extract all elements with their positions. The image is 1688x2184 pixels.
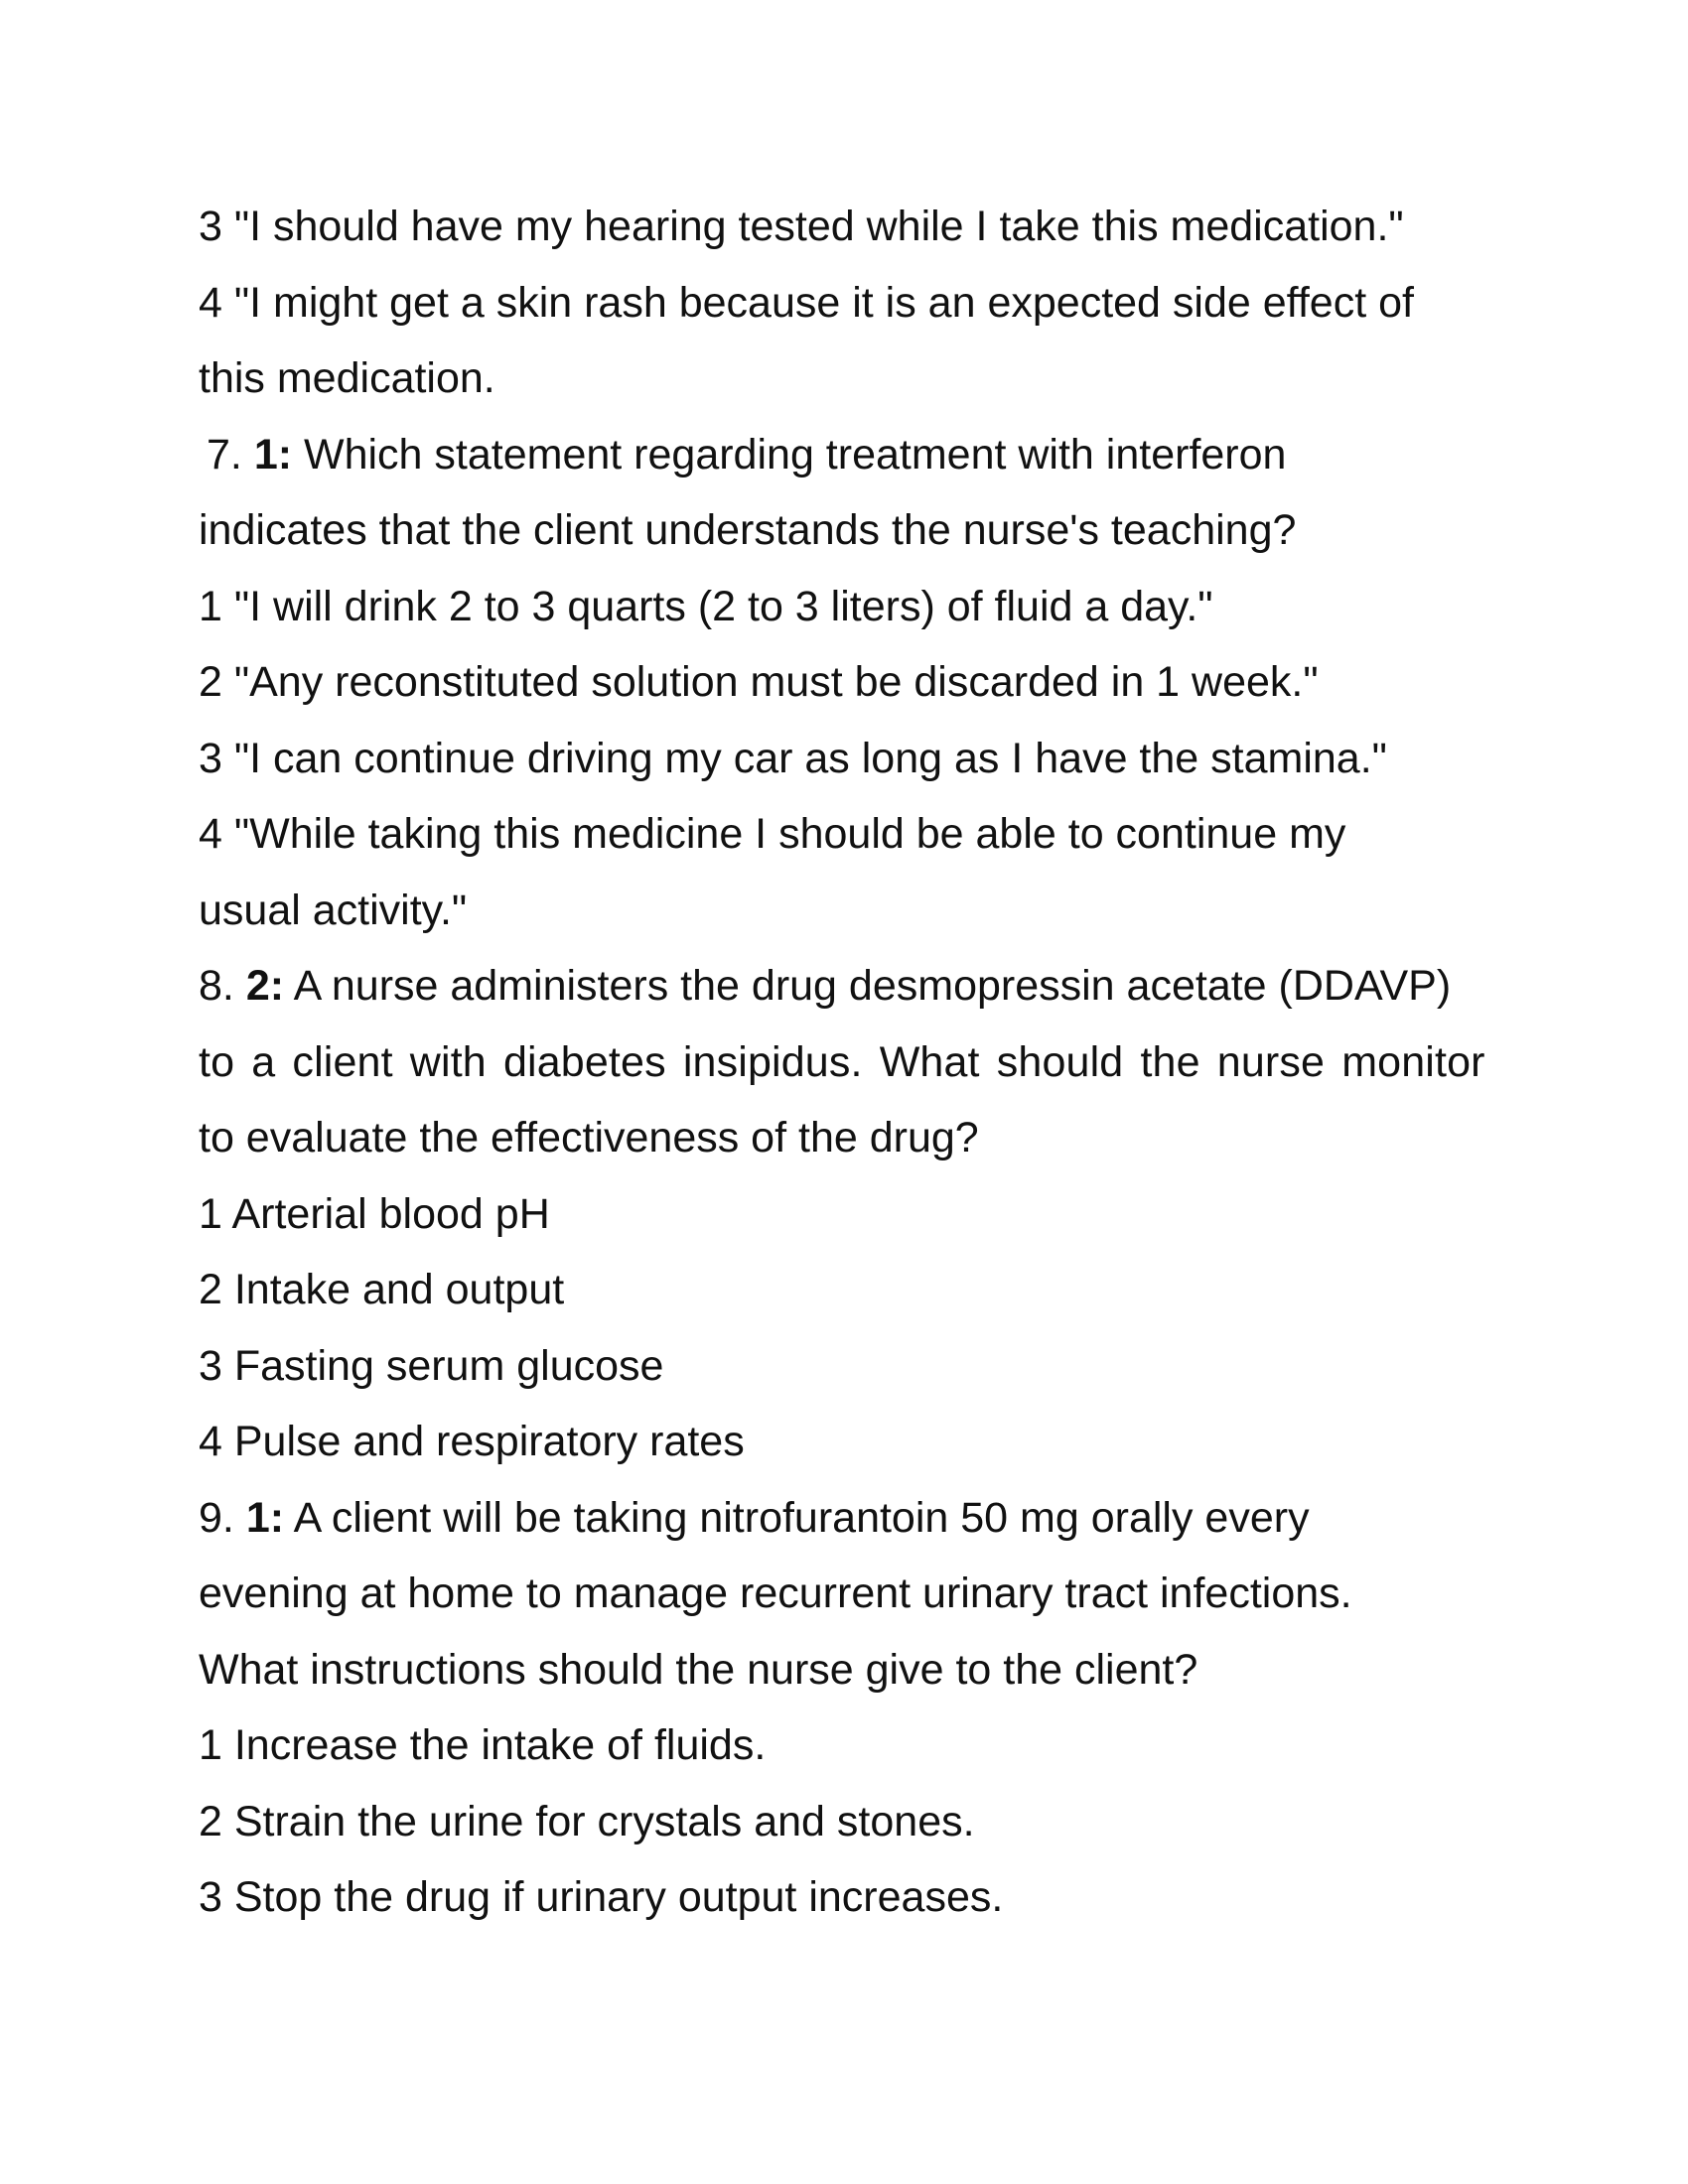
q8-stem-line2: to a client with diabetes insipidus. What should the nurse monitor — [199, 1037, 1485, 1086]
q8-option-3: 3 Fasting serum glucose — [199, 1341, 664, 1390]
q9-answer: 1: — [245, 1493, 285, 1542]
q9-stem-text: A client will be taking nitrofurantoin 50 mg orally every — [284, 1493, 1310, 1542]
q9-stem-line3: What instructions should the nurse give to the client? — [199, 1645, 1198, 1694]
q7-stem-text: Which statement regarding treatment with interferon — [292, 430, 1287, 478]
prev-option-4: 4 "I might get a skin rash because it is an expected side effect of — [199, 278, 1414, 327]
q9-option-1: 1 Increase the intake of fluids. — [199, 1721, 767, 1769]
q9-number: 9. — [199, 1493, 246, 1542]
q7-stem-line2: indicates that the client understands the nurse's teaching? — [199, 506, 1297, 554]
q8-number: 8. — [199, 962, 246, 1010]
q8-stem-line3: to evaluate the effectiveness of the drug? — [199, 1114, 979, 1161]
prev-option-3: 3 "I should have my hearing tested while I take this medication." — [199, 203, 1404, 250]
q9-option-2: 2 Strain the urine for crystals and stones. — [199, 1797, 975, 1845]
document-page — [199, 189, 1509, 1936]
q8-answer: 2: — [245, 962, 285, 1010]
q7-option-4-continued: usual activity." — [199, 886, 468, 934]
q9-option-3: 3 Stop the drug if urinary output increases. — [199, 1873, 1004, 1921]
q7-option-1: 1 "I will drink 2 to 3 quarts (2 to 3 liters) of fluid a day." — [199, 582, 1213, 630]
q7-option-4: 4 "While taking this medicine I should be able to continue my — [199, 810, 1346, 858]
q8-stem-text: A nurse administers the drug desmopressin acetate (DDAVP) — [284, 962, 1452, 1010]
q9-stem-line1 — [199, 1480, 1509, 1557]
q7-stem-line1 — [199, 417, 1509, 493]
q7-answer: 1: — [253, 430, 293, 478]
q9-stem-line2: evening at home to manage recurrent urinary tract infections. — [199, 1570, 1352, 1617]
q8-stem-line1 — [199, 948, 1509, 1024]
q8-option-2: 2 Intake and output — [199, 1266, 565, 1313]
q8-option-4: 4 Pulse and respiratory rates — [199, 1418, 745, 1465]
q7-option-2: 2 "Any reconstituted solution must be discarded in 1 week." — [199, 658, 1319, 706]
q7-number: 7. — [207, 430, 254, 478]
prev-option-4-continued: this medication. — [199, 354, 495, 402]
q8-option-1: 1 Arterial blood pH — [199, 1189, 550, 1238]
q7-option-3: 3 "I can continue driving my car as long as I have the stamina." — [199, 734, 1387, 782]
